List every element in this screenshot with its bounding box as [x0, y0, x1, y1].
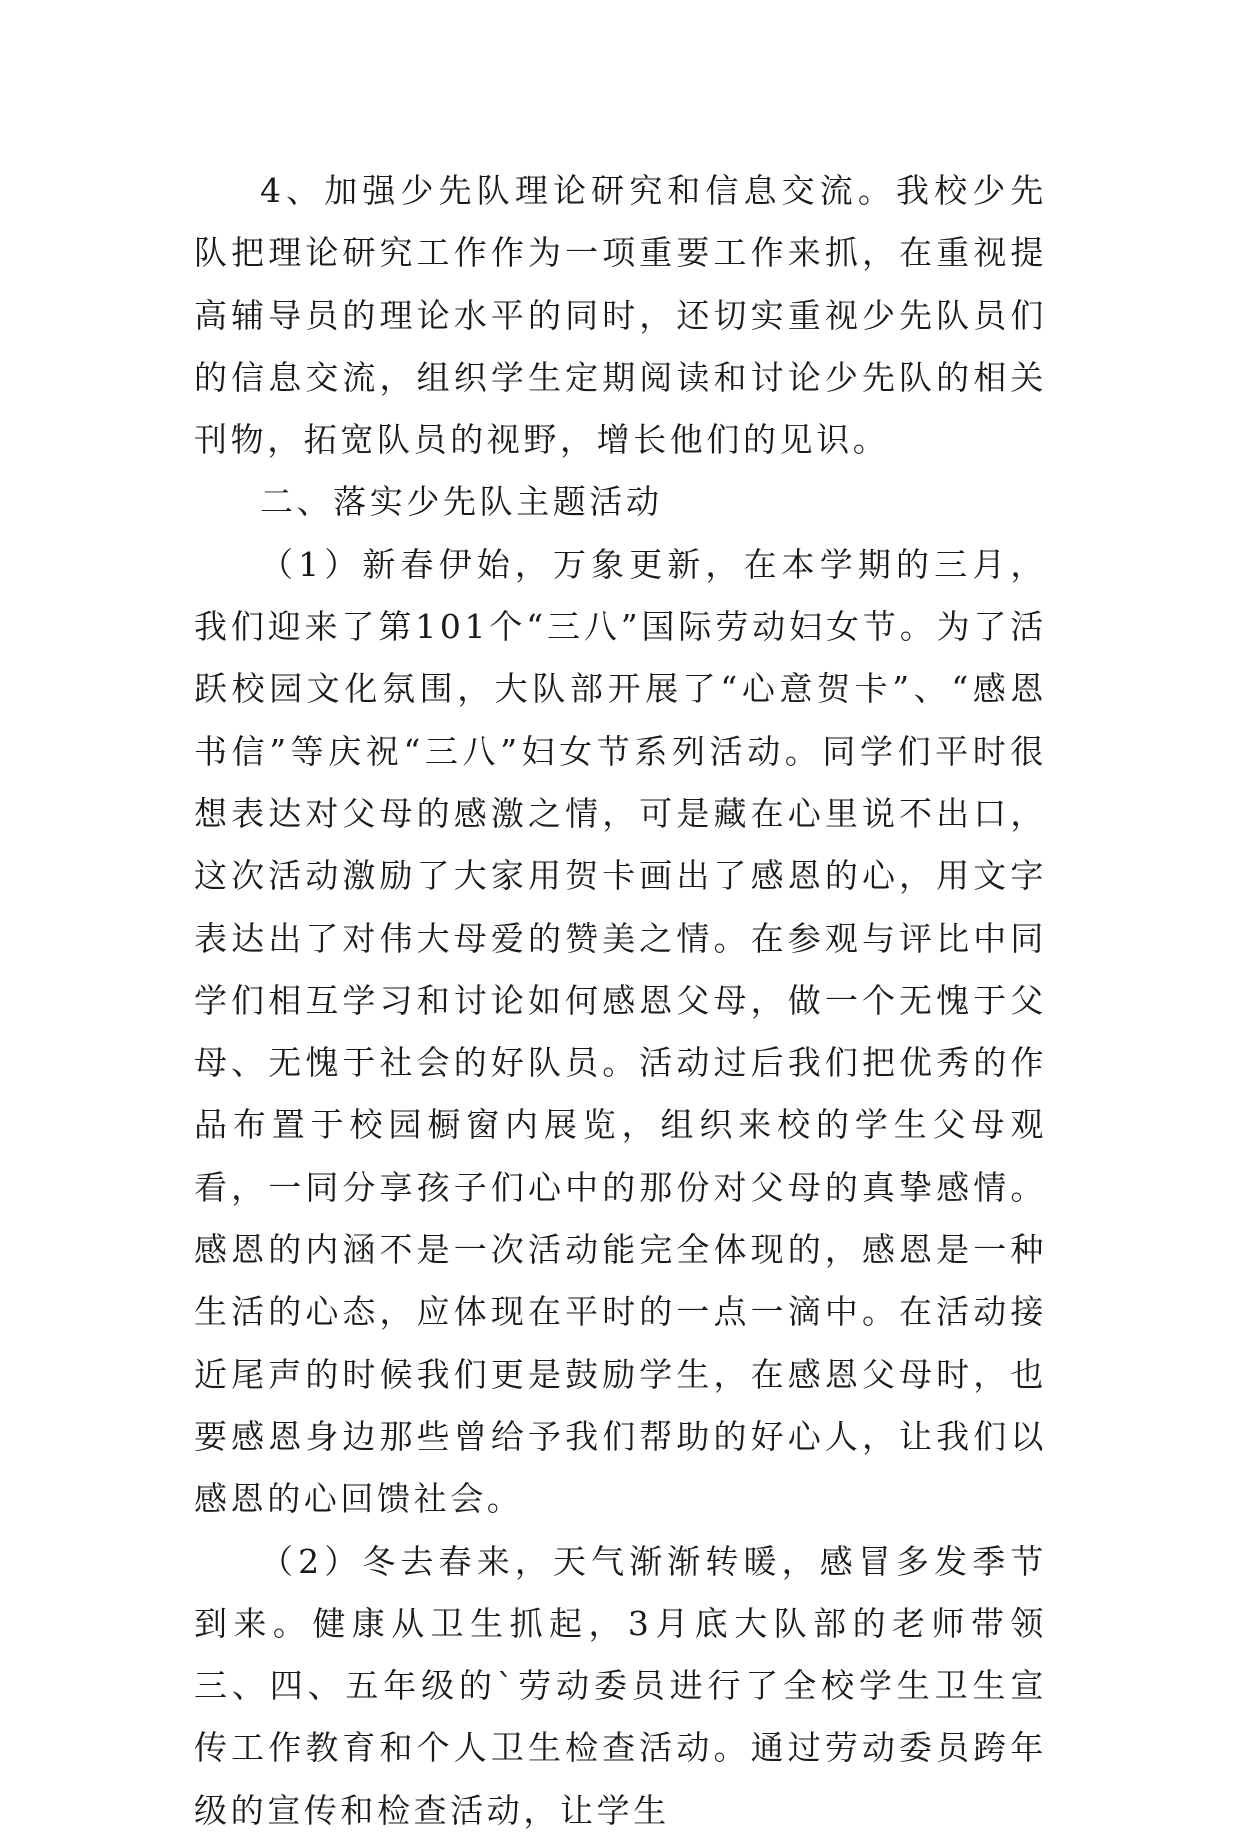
paragraph-hygiene: （2）冬去春来，天气渐渐转暖，感冒多发季节到来。健康从卫生抓起，3月底大队部的老师带领三、四、五年级的`劳动委员进行了全校学生卫生宣传工作教育和个人卫生检查活动。通过劳动委员跨年级的宣传和检查活动，让学生 — [194, 1541, 1047, 1830]
document-body — [194, 160, 1047, 1842]
section-heading-activities: 二、落实少先队主题活动 — [260, 482, 663, 522]
paragraph-womens-day: （1）新春伊始，万象更新，在本学期的三月，我们迎来了第101个“三八”国际劳动妇女节。为了活跃校园文化氛围，大队部开展了“心意贺卡”、“感恩书信”等庆祝“三八”妇女节系列活动。同学们平时很想表达对父母的感激之情，可是藏在心里说不出口，这次活动激励了大家用贺卡画出了感恩的心，用文字表达出了对伟大母爱的赞美之情。在参观与评比中同学们相互学习和讨论如何感恩父母，做一个无愧于父母、无愧于社会的好队员。活动过后我们把优秀的作品布置于校园橱窗内展览，组织来校的学生父母观看，一同分享孩子们心中的那份对父母的真挚感情。感恩的内涵不是一次活动能完全体现的，感恩是一种生活的心态，应体现在平时的一点一滴中。在活动接近尾声的时候我们更是鼓励学生，在感恩父母时，也要感恩身边那些曾给予我们帮助的好心人，让我们以感恩的心回馈社会。 — [194, 544, 1047, 1519]
paragraph-theory-research: 4、加强少先队理论研究和信息交流。我校少先队把理论研究工作作为一项重要工作来抓，在重视提高辅导员的理论水平的同时，还切实重视少先队员们的信息交流，组织学生定期阅读和讨论少先队的相关刊物，拓宽队员的视野，增长他们的见识。 — [194, 171, 1047, 460]
